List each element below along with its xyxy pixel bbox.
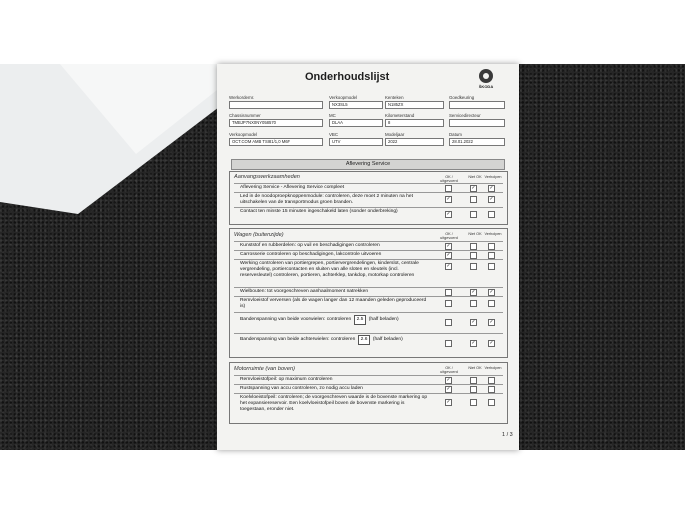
field-value: 2022 — [385, 138, 444, 146]
checkbox-not-ok[interactable] — [470, 399, 477, 406]
checkbox-ok[interactable] — [445, 289, 452, 296]
col-not-ok: Niet OK — [468, 175, 482, 179]
col-fixed: Verholpen — [484, 232, 502, 236]
field-value: NX3SL5 — [329, 101, 383, 109]
checklist-row: Wielbouten: tot voorgeschreven aanhaalmoment natrekken — [240, 289, 369, 294]
checklist-row: Rustspanning van accu controleren, zo nodig accu laden — [240, 386, 363, 391]
field-value: DLAA — [329, 119, 383, 127]
pressure-rear-input[interactable]: 2.6 — [358, 335, 371, 345]
row-text: Bandenspanning van beide voorwielen: controleren — [240, 317, 352, 322]
checkbox-not-ok[interactable]: ✓ — [471, 289, 476, 295]
row-divider — [234, 241, 503, 242]
row-divider — [234, 296, 503, 297]
row-divider — [234, 287, 503, 288]
checkbox-not-ok[interactable]: ✓ — [471, 340, 476, 346]
checkbox-fixed[interactable]: ✓ — [489, 340, 494, 346]
row-divider — [234, 333, 503, 334]
sheet-title: Onderhoudslijst — [305, 71, 390, 83]
row-divider — [234, 384, 503, 385]
brand-logo — [469, 69, 503, 89]
section-title: Wagen (buitenzijde) — [234, 232, 284, 238]
field-value — [229, 101, 323, 109]
checkbox-ok[interactable] — [445, 300, 452, 307]
col-fixed: Verholpen — [484, 175, 502, 179]
checkbox-fixed[interactable] — [488, 300, 495, 307]
field-label: MC — [329, 113, 336, 118]
checklist-row: Kunststof en rubberdelen: op vuil en beschadigingen controleren — [240, 243, 380, 248]
checkbox-ok[interactable]: ✓ — [446, 377, 451, 383]
section-aanvang — [229, 171, 508, 225]
field-label: Kenteken — [385, 95, 404, 100]
row-divider — [234, 375, 503, 376]
field-value: N185ZX — [385, 101, 444, 109]
page-number: 1 / 3 — [502, 432, 513, 438]
checkbox-not-ok[interactable]: ✓ — [471, 185, 476, 191]
field-label: Kilometerstand — [385, 113, 415, 118]
col-not-ok: Niet OK — [468, 232, 482, 236]
row-divider — [234, 259, 503, 260]
field-label: Servicedirecteur — [449, 113, 481, 118]
checkbox-not-ok[interactable] — [470, 252, 477, 259]
checkbox-ok[interactable]: ✓ — [446, 211, 451, 217]
skoda-logo-icon — [479, 69, 493, 83]
checklist-row: Led in de noodoproepknoppenmodule: controleren, deze moet 2 minuten na het uitschakelen van de transportmodus groen branden. — [240, 194, 413, 205]
checkbox-fixed[interactable] — [488, 211, 495, 218]
checklist-row: Remvloeistofpeil: op maximum controleren — [240, 377, 333, 382]
checkbox-ok[interactable]: ✓ — [446, 263, 451, 269]
checkbox-not-ok[interactable] — [470, 263, 477, 270]
field-value — [449, 119, 505, 127]
checklist-row: Koelvloeistofpeil: controleren; de voorgeschreven waarde is de bovenste markering op het expansiereservoir. Een koelvloeistofpeil boven de bovenste markering is toegestaan, eronder niet. — [240, 395, 428, 412]
row-divider — [234, 312, 503, 313]
field-label: Werkordernr. — [229, 95, 255, 100]
field-value: TMBJP7NX0NY058570 — [229, 119, 323, 127]
field-value: 8 — [385, 119, 444, 127]
row-divider — [234, 192, 503, 193]
col-ok: OK / uitgevoerd — [440, 366, 458, 374]
row-divider — [234, 183, 503, 184]
checklist-row: Werking controleren van portiergrepen, portiervergrendelingen, kinderslot, centrale vergrendeling, portiercontacten en sluiten van alle sloten en sleutels (incl. reservesleutel) controleren, portieren, achterklep, tankdop, motorkap controleren — [240, 261, 419, 278]
field-label: Verkoopmodel — [229, 132, 258, 137]
field-label: Chassisnummer — [229, 113, 261, 118]
checkbox-fixed[interactable]: ✓ — [489, 319, 494, 325]
checklist-row: Contact ten minste 15 minuten ingeschakeld laten (sonder onderbreking) — [240, 209, 398, 214]
field-value: 28.01.2022 — [449, 138, 505, 146]
field-label: Goedkeuring — [449, 95, 475, 100]
checkbox-not-ok[interactable] — [470, 300, 477, 307]
checklist-row — [240, 315, 430, 325]
col-ok: OK / uitgevoerd — [440, 232, 458, 240]
checkbox-ok[interactable] — [445, 185, 452, 192]
row-suffix: (half beladen) — [368, 317, 399, 322]
section-motorruimte — [229, 362, 508, 424]
checkbox-ok[interactable] — [445, 340, 452, 347]
checkbox-not-ok[interactable] — [470, 386, 477, 393]
checkbox-fixed[interactable] — [488, 377, 495, 384]
field-label: Datum — [449, 132, 462, 137]
checkbox-ok[interactable] — [445, 319, 452, 326]
checkbox-fixed[interactable]: ✓ — [489, 196, 494, 202]
col-not-ok: Niet OK — [468, 366, 482, 370]
pressure-front-input[interactable]: 2.5 — [354, 315, 367, 325]
row-divider — [234, 393, 503, 394]
section-wagen — [229, 228, 508, 358]
row-divider — [234, 250, 503, 251]
checklist-row — [240, 335, 430, 345]
checkbox-not-ok[interactable] — [470, 377, 477, 384]
checkbox-fixed[interactable]: ✓ — [489, 185, 494, 191]
checklist-row: Aflevering Service - Aflevering Service compleet — [240, 185, 345, 190]
checkbox-ok[interactable]: ✓ — [446, 399, 451, 405]
checkbox-ok[interactable]: ✓ — [446, 196, 451, 202]
checkbox-fixed[interactable] — [488, 386, 495, 393]
delivery-service-bar: Aflevering Service — [231, 159, 505, 170]
section-title: Motorruimte (van boven) — [234, 366, 295, 372]
field-value: UTV — [329, 138, 383, 146]
checkbox-fixed[interactable] — [488, 399, 495, 406]
checkbox-fixed[interactable] — [488, 252, 495, 259]
row-divider — [234, 207, 503, 208]
checklist-row: Remvloeistof verversen (als de wagen langer dan 12 maanden geleden geproduceerd is) — [240, 298, 427, 309]
brand-name: ŠKODA — [478, 84, 494, 89]
checkbox-ok[interactable]: ✓ — [446, 252, 451, 258]
checkbox-ok[interactable]: ✓ — [446, 386, 451, 392]
field-value — [449, 101, 505, 109]
checklist-row: Carrosserie controleren op beschadigingen, lakcontrole uitvoeren — [240, 252, 382, 257]
row-text: Bandenspanning van beide achterwielen: controleren — [240, 337, 356, 342]
field-value: OCT.COM AMB TSI81/1,0 M6F — [229, 138, 323, 146]
checkbox-fixed[interactable] — [488, 263, 495, 270]
section-title: Aanvangswerkzaamheden — [234, 174, 300, 180]
checkbox-not-ok[interactable] — [470, 211, 477, 218]
col-ok: OK / uitgevoerd — [440, 175, 458, 183]
field-label: Modeljaar — [385, 132, 405, 137]
maintenance-sheet — [217, 64, 519, 450]
row-suffix: (half beladen) — [372, 337, 403, 342]
field-label: VBC — [329, 132, 339, 137]
field-label: Verkoopmodel — [329, 95, 358, 100]
checkbox-ok[interactable]: ✓ — [446, 243, 451, 249]
checkbox-not-ok[interactable]: ✓ — [471, 319, 476, 325]
col-fixed: Verholpen — [484, 366, 502, 370]
checkbox-fixed[interactable] — [488, 243, 495, 250]
checkbox-not-ok[interactable] — [470, 196, 477, 203]
checkbox-not-ok[interactable] — [470, 243, 477, 250]
checkbox-fixed[interactable]: ✓ — [489, 289, 494, 295]
